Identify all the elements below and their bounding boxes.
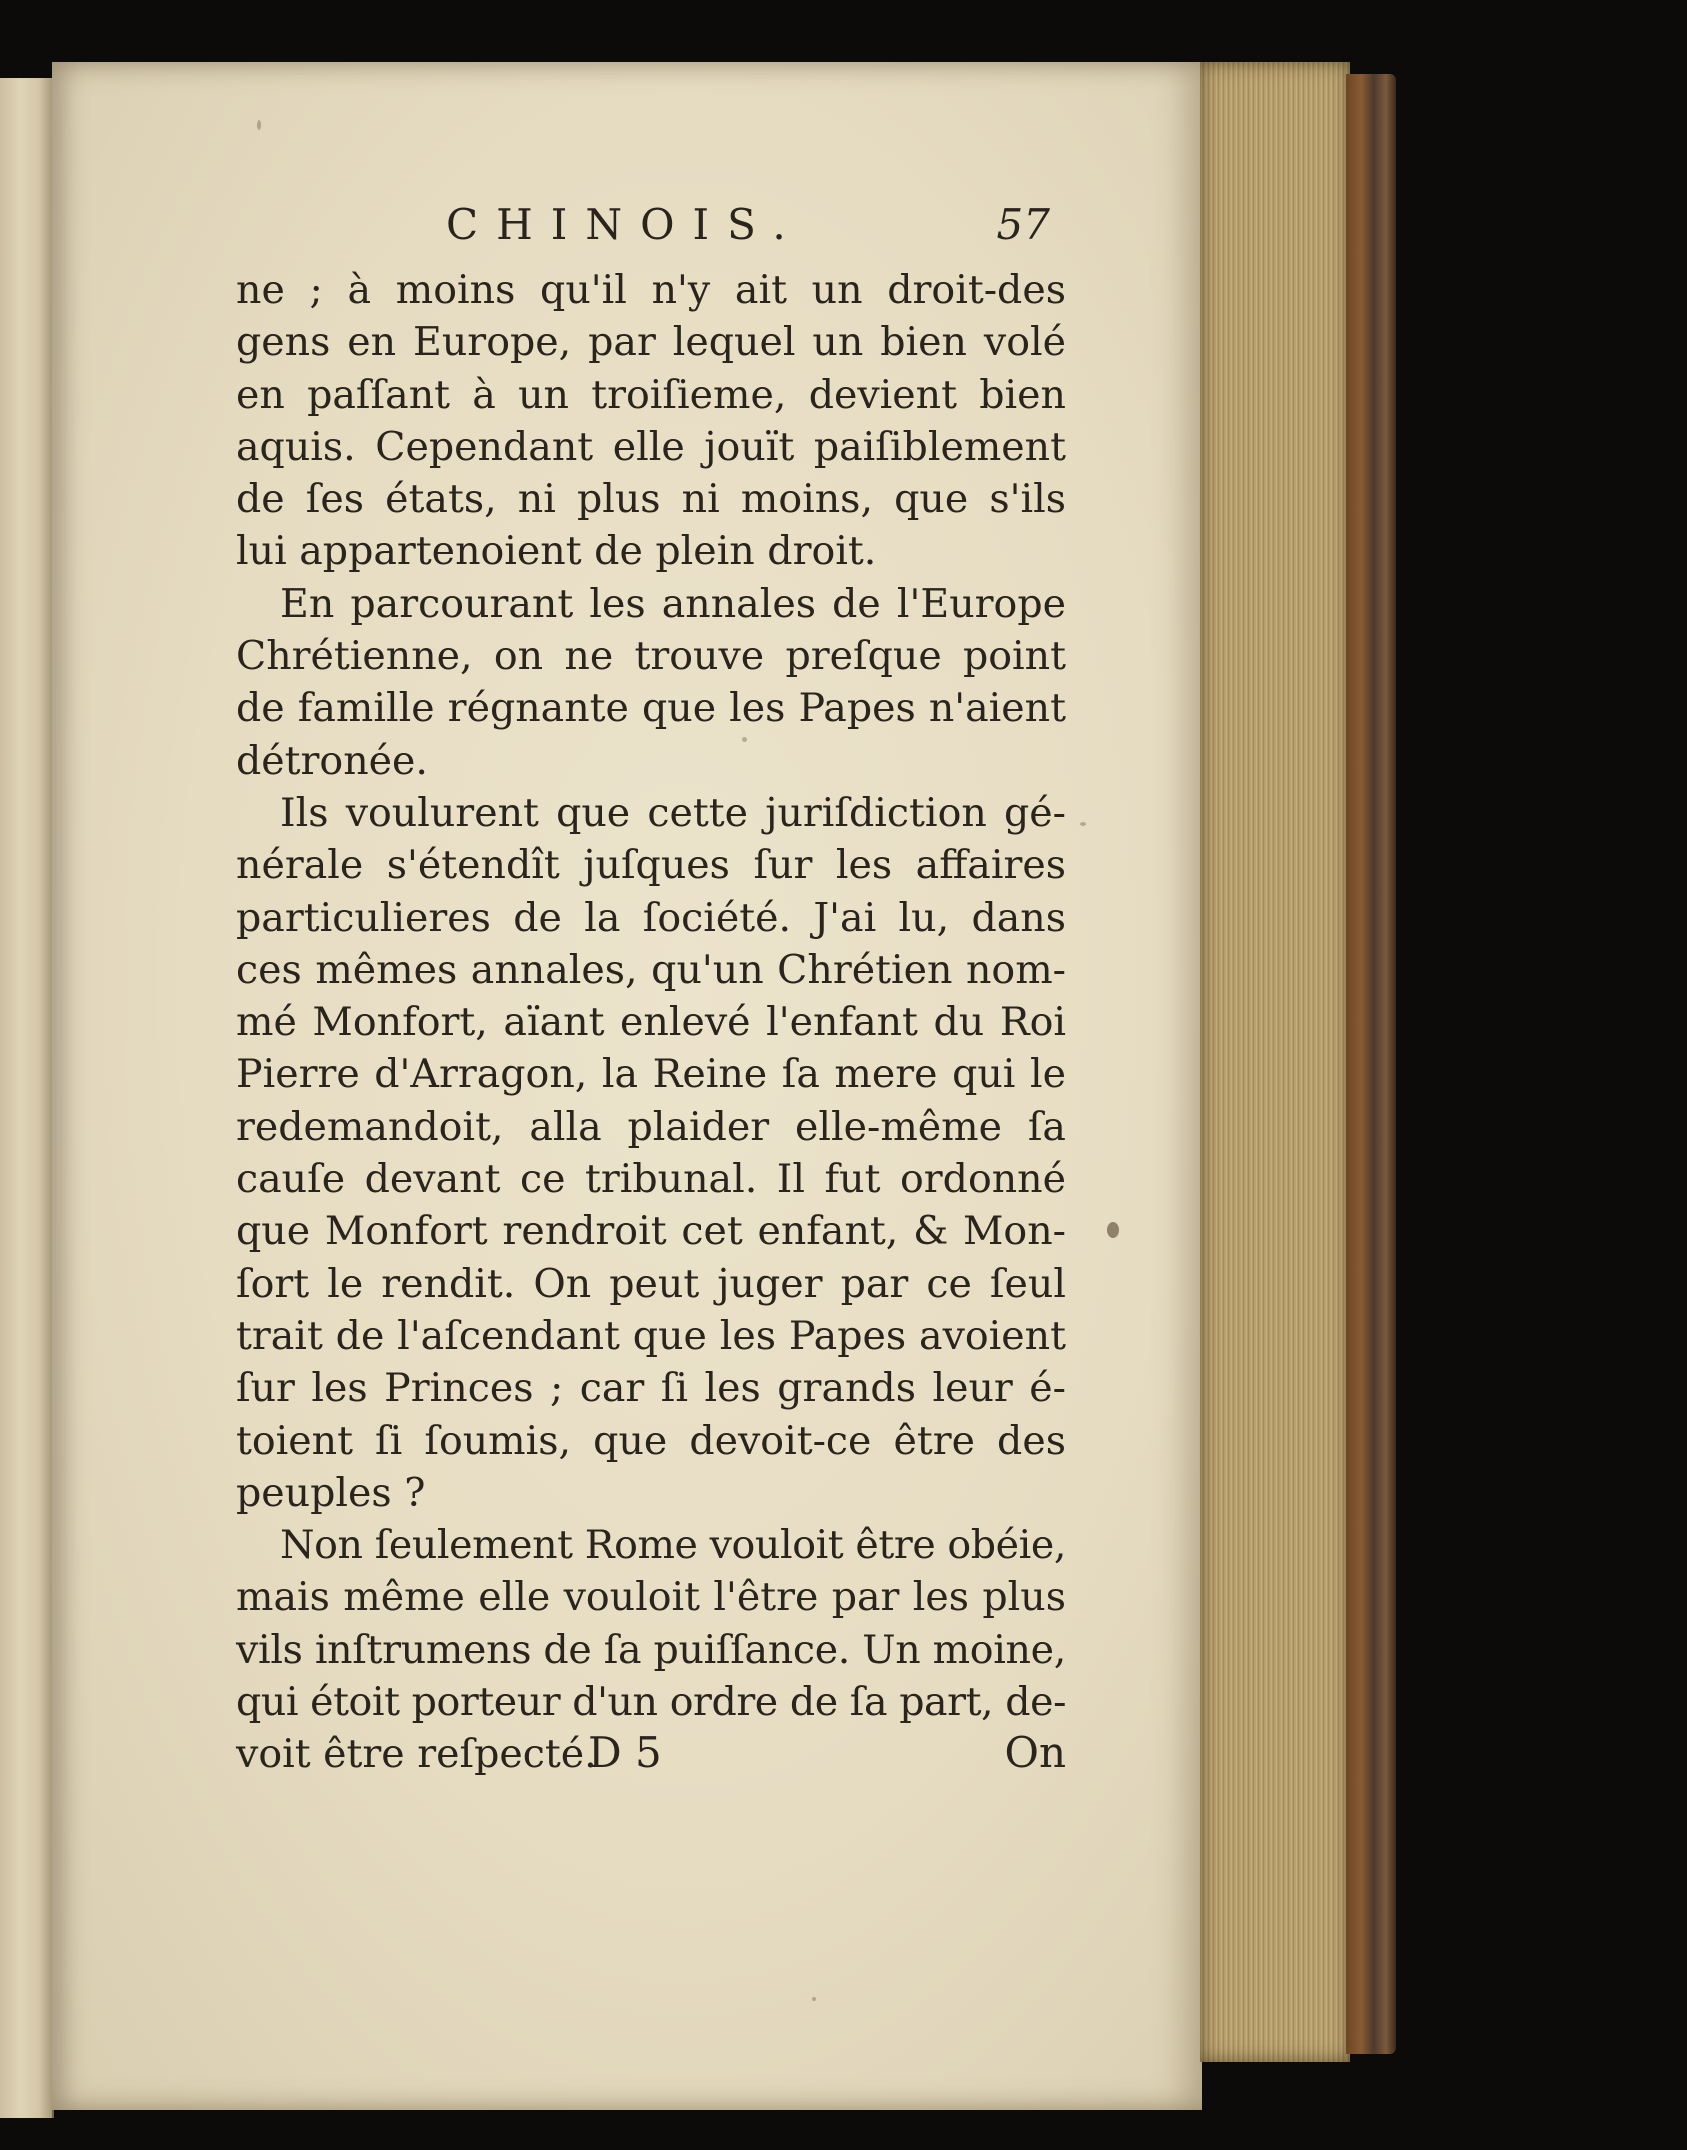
page-footer xyxy=(236,1728,1066,1788)
text-line: Pierre d'Arragon, la Reine ſa mere qui le xyxy=(236,1051,1066,1098)
text-line: détronée. xyxy=(236,737,428,784)
catchword: On xyxy=(1004,1728,1066,1777)
text-line: qui étoit porteur d'un ordre de ſa part, de- xyxy=(236,1679,1066,1726)
text-line: aquis. Cependant elle jouït paiſiblement xyxy=(236,423,1066,470)
text-line: mé Monfort, aïant enlevé l'enfant du Roi xyxy=(236,999,1066,1046)
body-text xyxy=(236,264,1066,1781)
text-line: vils inſtrumens de ſa puiſſance. Un moine, xyxy=(236,1626,1066,1673)
text-line: Ils voulurent que cette juriſdiction gé- xyxy=(280,789,1066,836)
text-line: trait de l'aſcendant que les Papes avoient xyxy=(236,1312,1066,1359)
running-head xyxy=(236,200,1066,264)
ink-blot xyxy=(1107,1222,1119,1238)
paragraph xyxy=(236,264,1066,578)
paper-speck xyxy=(1080,822,1086,826)
text-line: particulieres de la ſociété. J'ai lu, dans xyxy=(236,894,1066,941)
text-line: ſort le rendit. On peut juger par ce ſeul xyxy=(236,1260,1066,1307)
text-line: lui appartenoient de plein droit. xyxy=(236,528,877,575)
signature-mark: D 5 xyxy=(588,1728,662,1777)
paper-speck xyxy=(257,120,261,130)
text-line: ces mêmes annales, qu'un Chrétien nom- xyxy=(236,946,1066,993)
text-line: nérale s'étendît juſques ſur les affaires xyxy=(236,842,1066,889)
text-line: En parcourant les annales de l'Europe xyxy=(280,580,1066,627)
text-line: peuples ? xyxy=(236,1469,426,1516)
text-line: ſur les Princes ; car ſi les grands leur é- xyxy=(236,1365,1066,1412)
paragraph xyxy=(236,787,1066,1519)
text-line: en paſſant à un troiſieme, devient bien xyxy=(236,371,1066,418)
page-block-fore-edge xyxy=(1200,62,1350,2062)
paragraph xyxy=(236,578,1066,787)
text-line: Chrétienne, on ne trouve preſque point xyxy=(236,633,1066,680)
text-line: ne ; à moins qu'il n'y ait un droit-des xyxy=(236,267,1066,313)
running-head-title: CHINOIS. xyxy=(446,200,804,249)
text-line: Non ſeulement Rome vouloit être obéie, xyxy=(280,1522,1066,1569)
page-number: 57 xyxy=(996,200,1050,249)
text-line: que Monfort rendroit cet enfant, & Mon- xyxy=(236,1208,1066,1255)
previous-page-edge xyxy=(0,78,54,2118)
text-line: de ſes états, ni plus ni moins, que s'ils xyxy=(236,476,1066,523)
page-text-block xyxy=(236,200,1066,1781)
text-line: toient ſi ſoumis, que devoit-ce être des xyxy=(236,1417,1066,1464)
text-line: gens en Europe, par lequel un bien volé xyxy=(236,319,1066,366)
text-line: mais même elle vouloit l'être par les plus xyxy=(236,1574,1066,1621)
text-line: de famille régnante que les Papes n'aient xyxy=(236,685,1066,732)
text-line: redemandoit, alla plaider elle-même ſa xyxy=(236,1103,1066,1150)
paper-speck xyxy=(812,1997,816,2001)
text-line: cauſe devant ce tribunal. Il fut ordonné xyxy=(236,1156,1066,1203)
leather-cover-edge xyxy=(1346,74,1396,2054)
text-line: voit être reſpecté. xyxy=(236,1731,597,1778)
